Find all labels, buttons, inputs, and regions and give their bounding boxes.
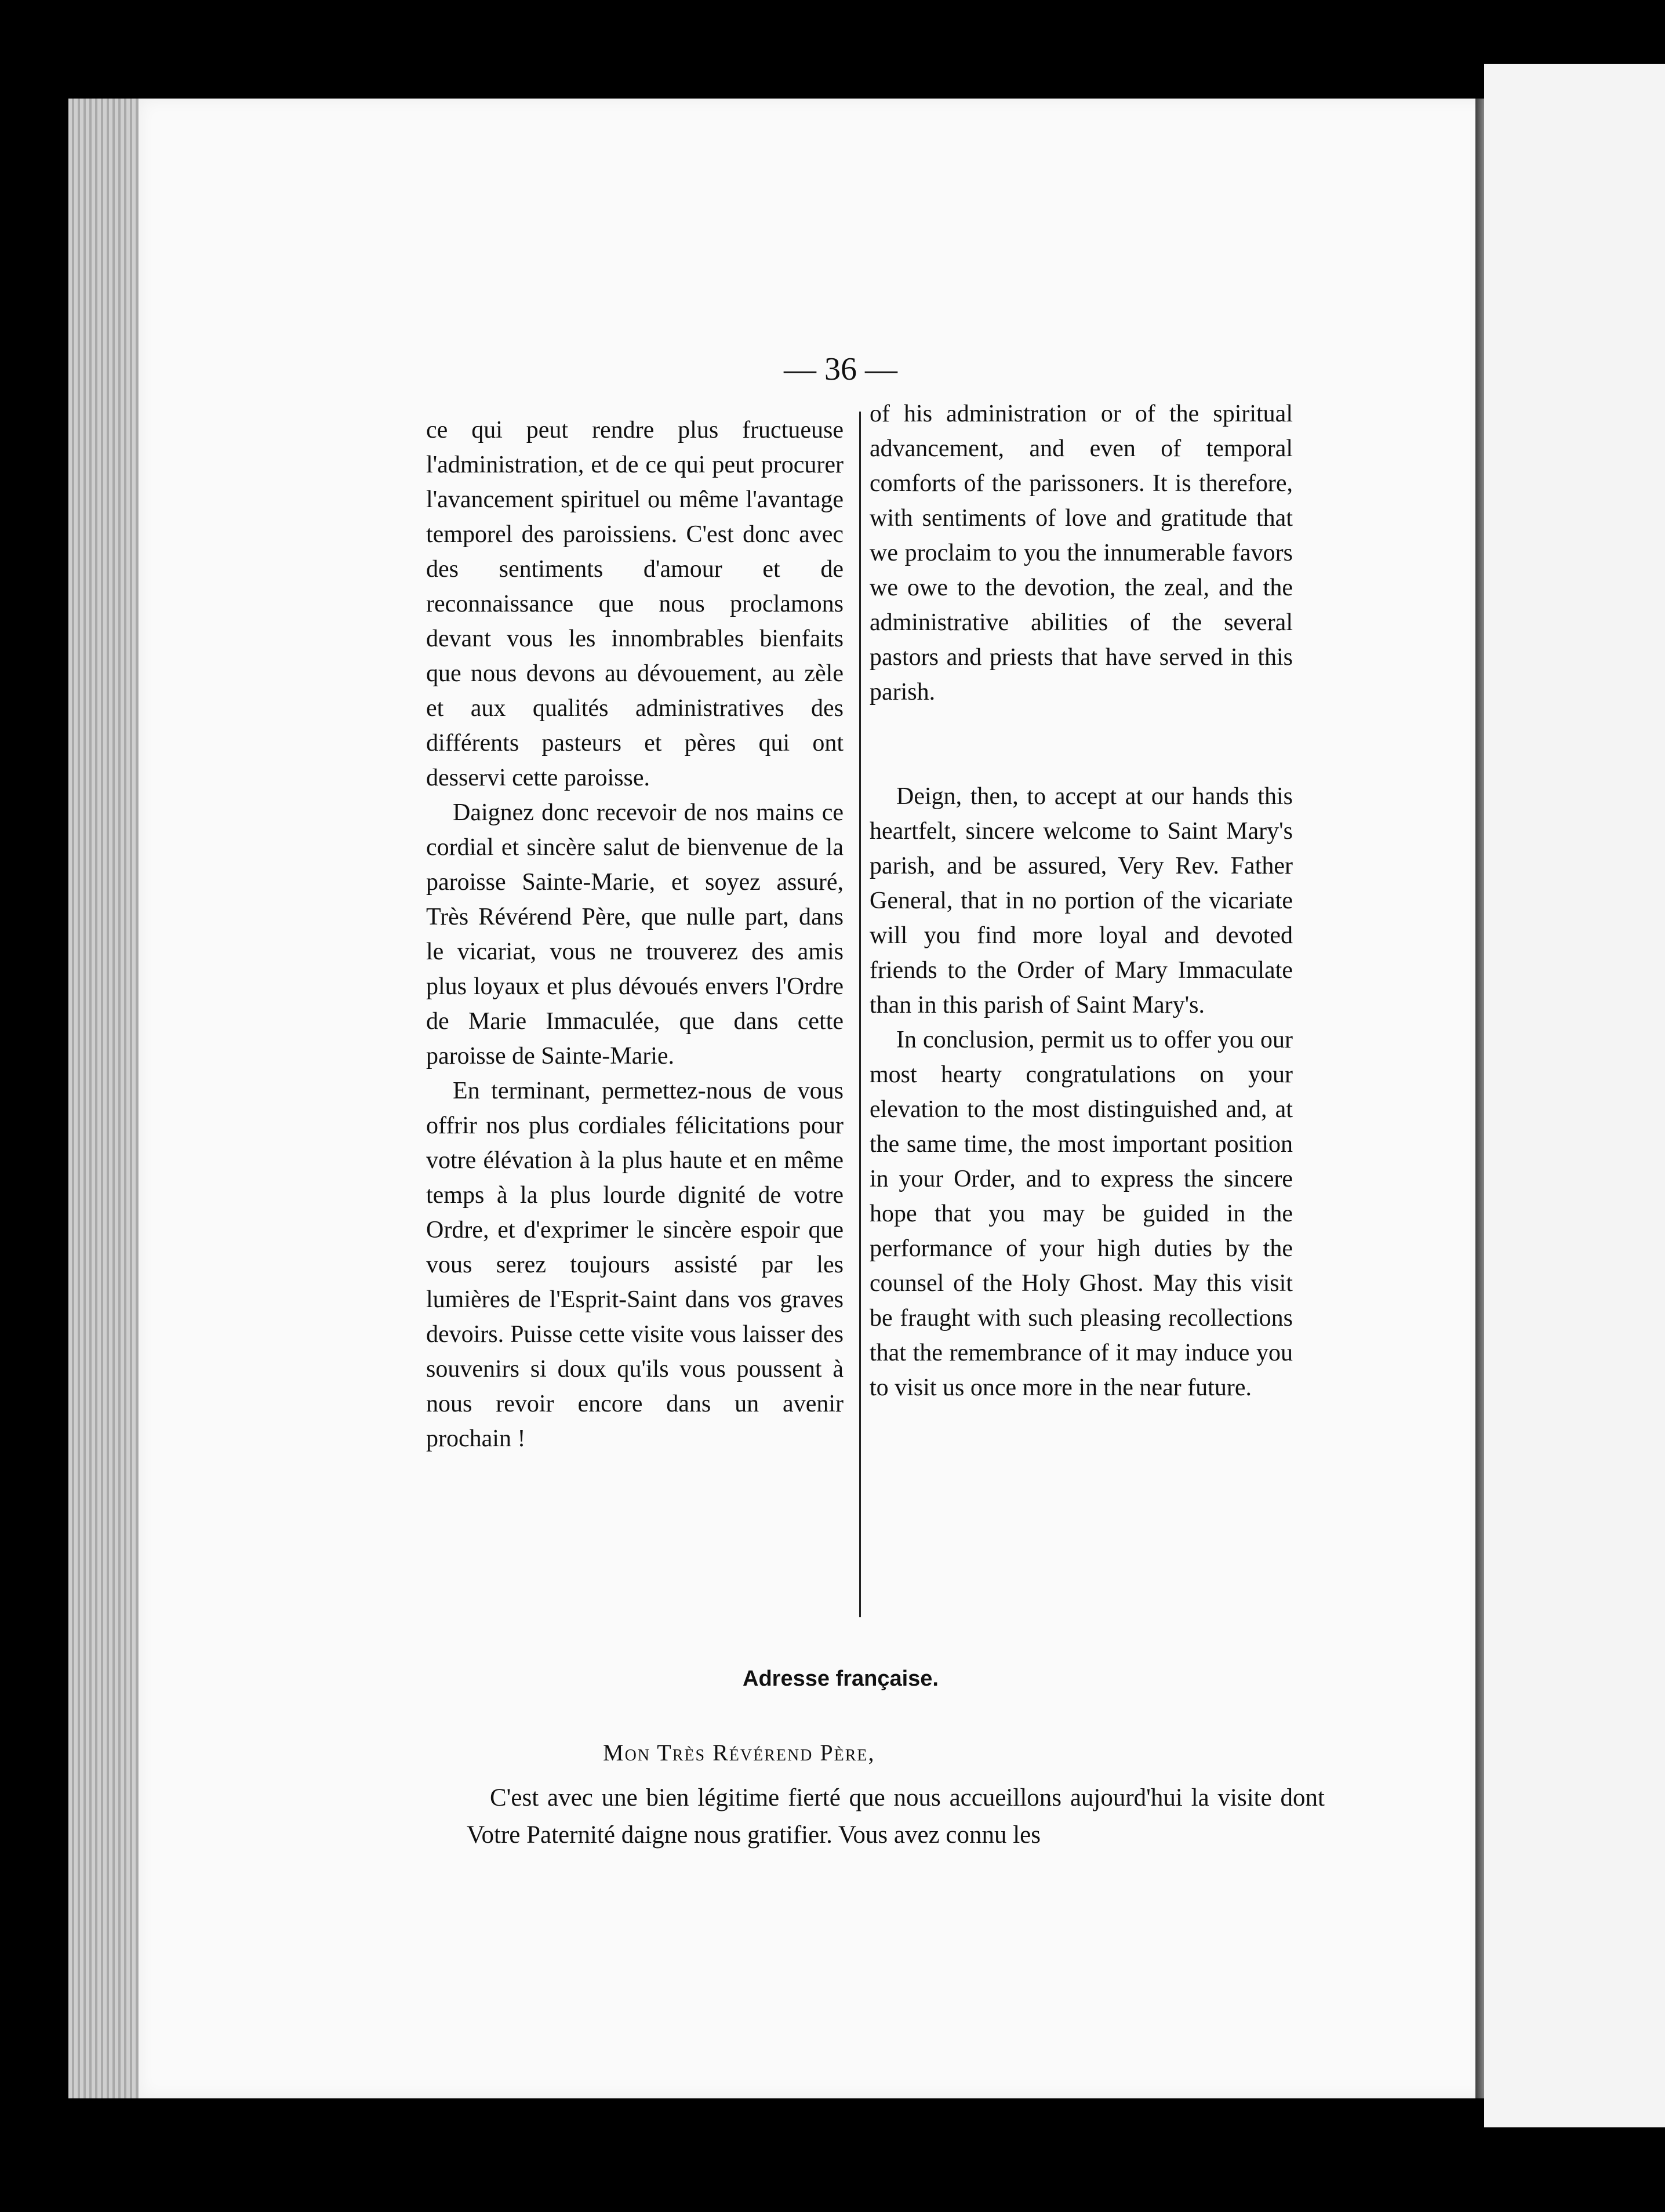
paragraph: of his administration or of the spiritual advancement, and even of temporal comforts of the parissoners. It is therefore, with sentiments of love and gratitude that we proclaim to you the innumerable favors we owe to the devotion, the zeal, and the administrative abilities of the several pastors and priests that have served in this parish. — [870, 401, 1293, 705]
page-number: — 36 — — [784, 351, 897, 387]
salutation: Mon Très Révérend Père, — [603, 1740, 875, 1766]
paragraph: Daignez donc recevoir de nos mains ce cordial et sincère salut de bienvenue de la paroisse Sainte-Marie, et soyez assuré, Très Révérend Père, que nulle part, dans le vicariat, vous ne trouverez des amis plus loyaux et plus dévoués envers l'Ordre de Marie Immaculée, que dans cette paroisse de Sainte-Marie. — [426, 799, 844, 1069]
paragraph: En terminant, permettez-nous de vous offrir nos plus cordiales félicitations pour votre élévation à la plus haute et en même temps à la plus lourde dignité de votre Ordre, et d'exprimer le sincère espoir que vous serez toujours assisté par les lumières de l'Esprit-Saint dans vos graves devoirs. Puisse cette visite vous laisser des souvenirs si doux qu'ils vous poussent à nous revoir encore dans un avenir prochain ! — [426, 1078, 844, 1452]
address-body — [467, 1780, 1325, 1854]
left-column-french — [426, 413, 844, 1456]
paragraph: C'est avec une bien légitime fierté que nous accueillons aujourd'hui la visite dont Votre Paternité daigne nous gratifier. Vous avez connu les — [467, 1784, 1325, 1849]
right-column-english — [870, 396, 1293, 1405]
paragraph: Deign, then, to accept at our hands this heartfelt, sincere welcome to Saint Mary's parish, and be assured, Very Rev. Father General, that in no portion of the vicariate will you find more loyal and devoted friends to the Order of Mary Immaculate than in this parish of Saint Mary's. — [870, 783, 1293, 1018]
paragraph: ce qui peut rendre plus fructueuse l'administration, et de ce qui peut procurer l'avancement spirituel ou même l'avantage temporel des paroissiens. C'est donc avec des sentiments d'amour et de reconnaissance que nous proclamons devant vous les innombrables bienfaits que nous devons au dévouement, au zèle et aux qualités administratives des différents pasteurs et pères qui ont desservi cette paroisse. — [426, 417, 844, 791]
facing-page-edge — [1484, 64, 1665, 2127]
paragraph: In conclusion, permit us to offer you our most hearty congratulations on your elevation to the most distinguished and, at the same time, the most important position in your Order, and to express the sincere hope that you may be guided in the performance of your high duties by the counsel of the Holy Ghost. May this visit be fraught with such pleasing recollections that the remembrance of it may induce you to visit us once more in the near future. — [870, 1027, 1293, 1401]
column-divider — [859, 412, 861, 1617]
section-heading: Adresse française. — [743, 1667, 939, 1691]
